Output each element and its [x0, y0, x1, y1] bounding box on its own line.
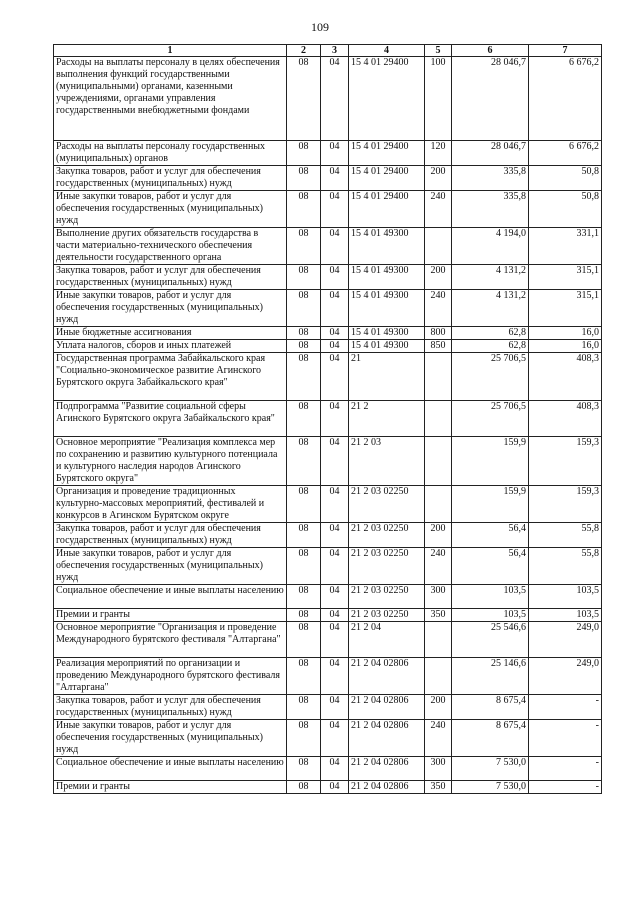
row-subsection: 04 — [321, 609, 349, 622]
row-amount-col6: 25 546,6 — [452, 622, 529, 658]
row-section: 08 — [287, 353, 321, 401]
row-amount-col6: 159,9 — [452, 437, 529, 486]
row-target-article: 21 2 03 02250 — [349, 486, 425, 523]
row-amount-col6: 28 046,7 — [452, 141, 529, 166]
row-subsection: 04 — [321, 548, 349, 585]
table-row — [54, 695, 602, 720]
row-amount-col7: 16,0 — [529, 327, 602, 340]
row-expense-type — [425, 486, 452, 523]
row-amount-col7: 103,5 — [529, 585, 602, 609]
row-section: 08 — [287, 609, 321, 622]
row-target-article: 15 4 01 29400 — [349, 57, 425, 141]
row-section: 08 — [287, 486, 321, 523]
row-amount-col6: 56,4 — [452, 548, 529, 585]
row-target-article: 21 2 04 02806 — [349, 658, 425, 695]
row-amount-col6: 25 146,6 — [452, 658, 529, 695]
row-target-article: 21 2 — [349, 401, 425, 437]
row-subsection: 04 — [321, 658, 349, 695]
table-row — [54, 340, 602, 353]
row-amount-col6: 4 131,2 — [452, 265, 529, 290]
row-target-article: 15 4 01 49300 — [349, 327, 425, 340]
row-section: 08 — [287, 781, 321, 794]
row-section: 08 — [287, 327, 321, 340]
row-section: 08 — [287, 228, 321, 265]
row-amount-col6: 103,5 — [452, 609, 529, 622]
row-amount-col6: 25 706,5 — [452, 353, 529, 401]
row-section: 08 — [287, 622, 321, 658]
row-amount-col6: 4 131,2 — [452, 290, 529, 327]
row-expense-type: 350 — [425, 781, 452, 794]
row-section: 08 — [287, 523, 321, 548]
row-name: Иные бюджетные ассигнования — [54, 327, 287, 340]
row-amount-col6: 4 194,0 — [452, 228, 529, 265]
table-row — [54, 191, 602, 228]
row-expense-type: 240 — [425, 720, 452, 757]
row-subsection: 04 — [321, 781, 349, 794]
row-section: 08 — [287, 191, 321, 228]
row-expense-type: 120 — [425, 141, 452, 166]
table-body — [54, 57, 602, 794]
table-row — [54, 720, 602, 757]
row-amount-col7: 6 676,2 — [529, 141, 602, 166]
table-header — [54, 45, 602, 57]
row-amount-col7: 249,0 — [529, 658, 602, 695]
row-subsection: 04 — [321, 523, 349, 548]
row-subsection: 04 — [321, 340, 349, 353]
row-name: Премии и гранты — [54, 781, 287, 794]
row-subsection: 04 — [321, 290, 349, 327]
row-target-article: 21 2 04 — [349, 622, 425, 658]
table-row — [54, 290, 602, 327]
row-subsection: 04 — [321, 265, 349, 290]
header-col-1: 1 — [54, 45, 287, 57]
table-row — [54, 622, 602, 658]
row-amount-col7: 408,3 — [529, 401, 602, 437]
table-row — [54, 353, 602, 401]
row-subsection: 04 — [321, 585, 349, 609]
row-amount-col7: 103,5 — [529, 609, 602, 622]
row-amount-col6: 28 046,7 — [452, 57, 529, 141]
row-name: Расходы на выплаты персоналу в целях обеспечения выполнения функций государственными (муниципальными) органами, казенными учреждениями, органами управления государственными внебюджетными фондами — [54, 57, 287, 141]
table-row — [54, 437, 602, 486]
row-amount-col7: 55,8 — [529, 523, 602, 548]
table-row — [54, 523, 602, 548]
row-subsection: 04 — [321, 720, 349, 757]
row-name: Иные закупки товаров, работ и услуг для обеспечения государственных (муниципальных) нужд — [54, 290, 287, 327]
row-section: 08 — [287, 57, 321, 141]
row-amount-col7: - — [529, 757, 602, 781]
row-name: Выполнение других обязательств государства в части материально-технического обеспечения деятельности государственного органа — [54, 228, 287, 265]
row-expense-type — [425, 622, 452, 658]
row-amount-col6: 8 675,4 — [452, 720, 529, 757]
row-name: Социальное обеспечение и иные выплаты населению — [54, 757, 287, 781]
row-amount-col7: 55,8 — [529, 548, 602, 585]
row-expense-type: 200 — [425, 166, 452, 191]
row-name: Закупка товаров, работ и услуг для обеспечения государственных (муниципальных) нужд — [54, 166, 287, 191]
row-subsection: 04 — [321, 166, 349, 191]
row-target-article: 21 2 04 02806 — [349, 695, 425, 720]
row-section: 08 — [287, 401, 321, 437]
page-number: 109 — [311, 20, 329, 34]
row-target-article: 21 2 04 02806 — [349, 720, 425, 757]
row-expense-type: 350 — [425, 609, 452, 622]
row-amount-col7: 408,3 — [529, 353, 602, 401]
row-target-article: 21 2 04 02806 — [349, 781, 425, 794]
row-target-article: 15 4 01 49300 — [349, 265, 425, 290]
table-row — [54, 585, 602, 609]
row-expense-type: 200 — [425, 523, 452, 548]
row-expense-type: 200 — [425, 265, 452, 290]
row-target-article: 21 2 03 02250 — [349, 523, 425, 548]
row-expense-type: 100 — [425, 57, 452, 141]
row-expense-type — [425, 401, 452, 437]
row-name: Закупка товаров, работ и услуг для обеспечения государственных (муниципальных) нужд — [54, 265, 287, 290]
row-name: Закупка товаров, работ и услуг для обеспечения государственных (муниципальных) нужд — [54, 695, 287, 720]
row-amount-col7: 16,0 — [529, 340, 602, 353]
row-subsection: 04 — [321, 228, 349, 265]
row-amount-col7: 331,1 — [529, 228, 602, 265]
row-amount-col6: 25 706,5 — [452, 401, 529, 437]
row-name: Реализация мероприятий по организации и проведению Международного бурятского фестиваля "Алтаргана" — [54, 658, 287, 695]
row-target-article: 15 4 01 49300 — [349, 290, 425, 327]
row-name: Иные закупки товаров, работ и услуг для обеспечения государственных (муниципальных) нужд — [54, 720, 287, 757]
row-target-article: 21 2 04 02806 — [349, 757, 425, 781]
row-target-article: 15 4 01 29400 — [349, 166, 425, 191]
table-row — [54, 658, 602, 695]
row-amount-col7: 6 676,2 — [529, 57, 602, 141]
row-target-article: 21 2 03 02250 — [349, 585, 425, 609]
row-amount-col6: 335,8 — [452, 166, 529, 191]
row-name: Иные закупки товаров, работ и услуг для обеспечения государственных (муниципальных) нужд — [54, 548, 287, 585]
row-amount-col6: 62,8 — [452, 327, 529, 340]
row-section: 08 — [287, 720, 321, 757]
row-name: Расходы на выплаты персоналу государственных (муниципальных) органов — [54, 141, 287, 166]
row-amount-col6: 335,8 — [452, 191, 529, 228]
table-row — [54, 486, 602, 523]
row-expense-type: 850 — [425, 340, 452, 353]
row-subsection: 04 — [321, 401, 349, 437]
table-row — [54, 548, 602, 585]
row-amount-col7: 249,0 — [529, 622, 602, 658]
table-row — [54, 166, 602, 191]
row-amount-col7: - — [529, 720, 602, 757]
row-name: Закупка товаров, работ и услуг для обеспечения государственных (муниципальных) нужд — [54, 523, 287, 548]
row-amount-col6: 103,5 — [452, 585, 529, 609]
header-col-7: 7 — [529, 45, 602, 57]
row-section: 08 — [287, 658, 321, 695]
row-section: 08 — [287, 340, 321, 353]
row-subsection: 04 — [321, 437, 349, 486]
row-amount-col7: 159,3 — [529, 486, 602, 523]
row-target-article: 21 2 03 02250 — [349, 609, 425, 622]
row-amount-col6: 62,8 — [452, 340, 529, 353]
row-expense-type — [425, 228, 452, 265]
row-expense-type — [425, 437, 452, 486]
table-row — [54, 228, 602, 265]
row-amount-col7: 159,3 — [529, 437, 602, 486]
row-name: Уплата налогов, сборов и иных платежей — [54, 340, 287, 353]
row-target-article: 15 4 01 49300 — [349, 340, 425, 353]
row-section: 08 — [287, 166, 321, 191]
row-subsection: 04 — [321, 353, 349, 401]
row-name: Социальное обеспечение и иные выплаты населению — [54, 585, 287, 609]
row-expense-type: 200 — [425, 695, 452, 720]
row-expense-type: 240 — [425, 548, 452, 585]
table-row — [54, 265, 602, 290]
table-row — [54, 57, 602, 141]
row-subsection: 04 — [321, 622, 349, 658]
row-expense-type: 240 — [425, 290, 452, 327]
row-target-article: 15 4 01 29400 — [349, 141, 425, 166]
row-amount-col7: 315,1 — [529, 265, 602, 290]
row-target-article: 15 4 01 49300 — [349, 228, 425, 265]
row-subsection: 04 — [321, 141, 349, 166]
table-row — [54, 781, 602, 794]
row-section: 08 — [287, 757, 321, 781]
header-col-5: 5 — [425, 45, 452, 57]
row-amount-col7: 315,1 — [529, 290, 602, 327]
row-subsection: 04 — [321, 327, 349, 340]
row-section: 08 — [287, 290, 321, 327]
row-amount-col7: 50,8 — [529, 166, 602, 191]
row-name: Подпрограмма "Развитие социальной сферы Агинского Бурятского округа Забайкальского края" — [54, 401, 287, 437]
row-target-article: 21 2 03 02250 — [349, 548, 425, 585]
row-amount-col6: 7 530,0 — [452, 781, 529, 794]
row-target-article: 21 — [349, 353, 425, 401]
table-row — [54, 757, 602, 781]
row-section: 08 — [287, 265, 321, 290]
row-target-article: 21 2 03 — [349, 437, 425, 486]
row-expense-type: 800 — [425, 327, 452, 340]
table-row — [54, 609, 602, 622]
row-expense-type: 240 — [425, 191, 452, 228]
row-expense-type: 300 — [425, 757, 452, 781]
row-subsection: 04 — [321, 486, 349, 523]
row-subsection: 04 — [321, 57, 349, 141]
row-section: 08 — [287, 437, 321, 486]
table-row — [54, 327, 602, 340]
header-col-2: 2 — [287, 45, 321, 57]
row-section: 08 — [287, 141, 321, 166]
row-subsection: 04 — [321, 191, 349, 228]
row-name: Основное мероприятие "Реализация комплекса мер по сохранению и развитию культурного потенциала и культурного наследия народов Агинского Бурятского округа" — [54, 437, 287, 486]
row-amount-col6: 159,9 — [452, 486, 529, 523]
budget-table — [53, 44, 602, 794]
header-col-6: 6 — [452, 45, 529, 57]
row-amount-col6: 8 675,4 — [452, 695, 529, 720]
row-amount-col6: 7 530,0 — [452, 757, 529, 781]
row-amount-col6: 56,4 — [452, 523, 529, 548]
table-row — [54, 401, 602, 437]
row-expense-type — [425, 353, 452, 401]
row-target-article: 15 4 01 29400 — [349, 191, 425, 228]
row-subsection: 04 — [321, 757, 349, 781]
row-amount-col7: 50,8 — [529, 191, 602, 228]
row-name: Иные закупки товаров, работ и услуг для обеспечения государственных (муниципальных) нужд — [54, 191, 287, 228]
row-name: Государственная программа Забайкальского края "Социально-экономическое развитие Агинского Бурятского округа Забайкальского края" — [54, 353, 287, 401]
row-expense-type — [425, 658, 452, 695]
row-name: Премии и гранты — [54, 609, 287, 622]
row-amount-col7: - — [529, 781, 602, 794]
row-section: 08 — [287, 585, 321, 609]
row-subsection: 04 — [321, 695, 349, 720]
row-section: 08 — [287, 695, 321, 720]
header-col-4: 4 — [349, 45, 425, 57]
row-amount-col7: - — [529, 695, 602, 720]
table-row — [54, 141, 602, 166]
row-name: Организация и проведение традиционных культурно-массовых мероприятий, фестивалей и конкурсов в Агинском Бурятском округе — [54, 486, 287, 523]
row-section: 08 — [287, 548, 321, 585]
header-col-3: 3 — [321, 45, 349, 57]
row-expense-type: 300 — [425, 585, 452, 609]
row-name: Основное мероприятие "Организация и проведение Международного бурятского фестиваля "Алтаргана" — [54, 622, 287, 658]
